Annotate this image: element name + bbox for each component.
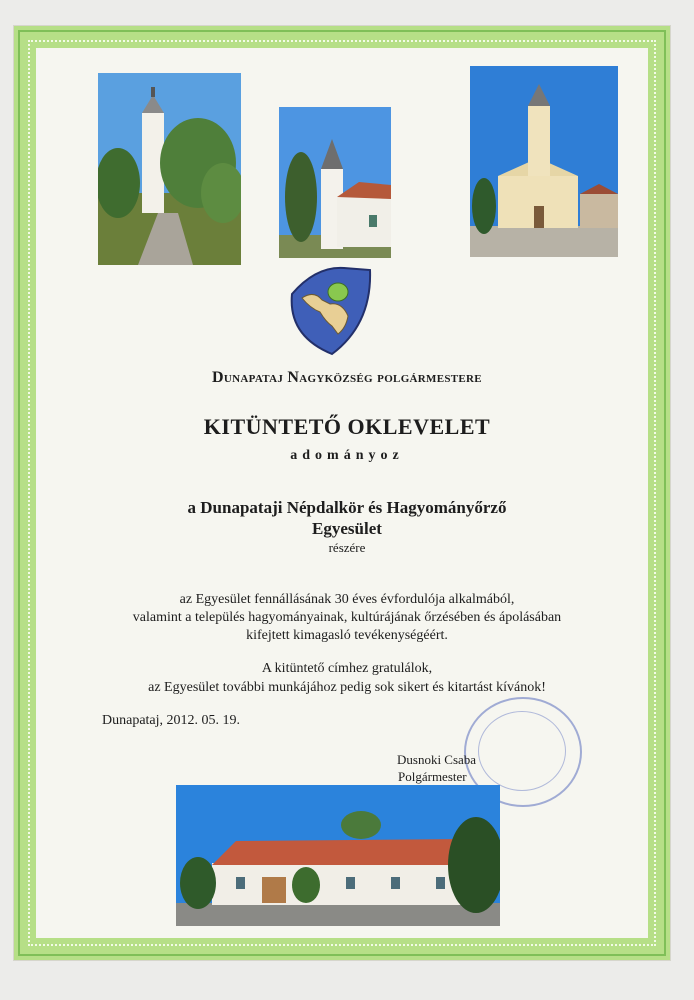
congrats-line-1: A kitüntető címhez gratulálok, bbox=[261, 661, 433, 676]
recipient-line-1: a Dunapataji Népdalkör és Hagyományőrző bbox=[187, 498, 507, 517]
signer-name: Dusnoki Csaba bbox=[397, 752, 477, 767]
signer-title: Polgármester bbox=[398, 769, 467, 784]
photo-church-avenue bbox=[98, 73, 241, 265]
place-date: Dunapataj, 2012. 05. 19. bbox=[102, 713, 241, 728]
photo-small-church bbox=[279, 107, 391, 258]
reason-line-1: az Egyesület fennállásának 30 éves évfordulója alkalmából, bbox=[179, 592, 515, 607]
recipient-line-3: részére bbox=[328, 540, 366, 555]
photo-town-hall bbox=[176, 785, 500, 926]
photo-yellow-church bbox=[470, 66, 618, 257]
reason-line-2: valamint a település hagyományainak, kultúrájának őrzésében és ápolásában bbox=[132, 610, 562, 625]
certificate-verb: adományoz bbox=[290, 448, 404, 463]
certificate-title: KITÜNTETŐ OKLEVELET bbox=[203, 414, 491, 439]
recipient-line-2: Egyesület bbox=[312, 519, 382, 538]
coat-of-arms-icon bbox=[286, 264, 372, 356]
congrats-line-2: az Egyesület további munkájához pedig sok sikert és kitartást kívánok! bbox=[148, 680, 546, 695]
issuer-heading: Dunapataj Nagyközség polgármestere bbox=[212, 369, 482, 386]
reason-line-3: kifejtett kimagasló tevékenységéért. bbox=[246, 628, 448, 643]
